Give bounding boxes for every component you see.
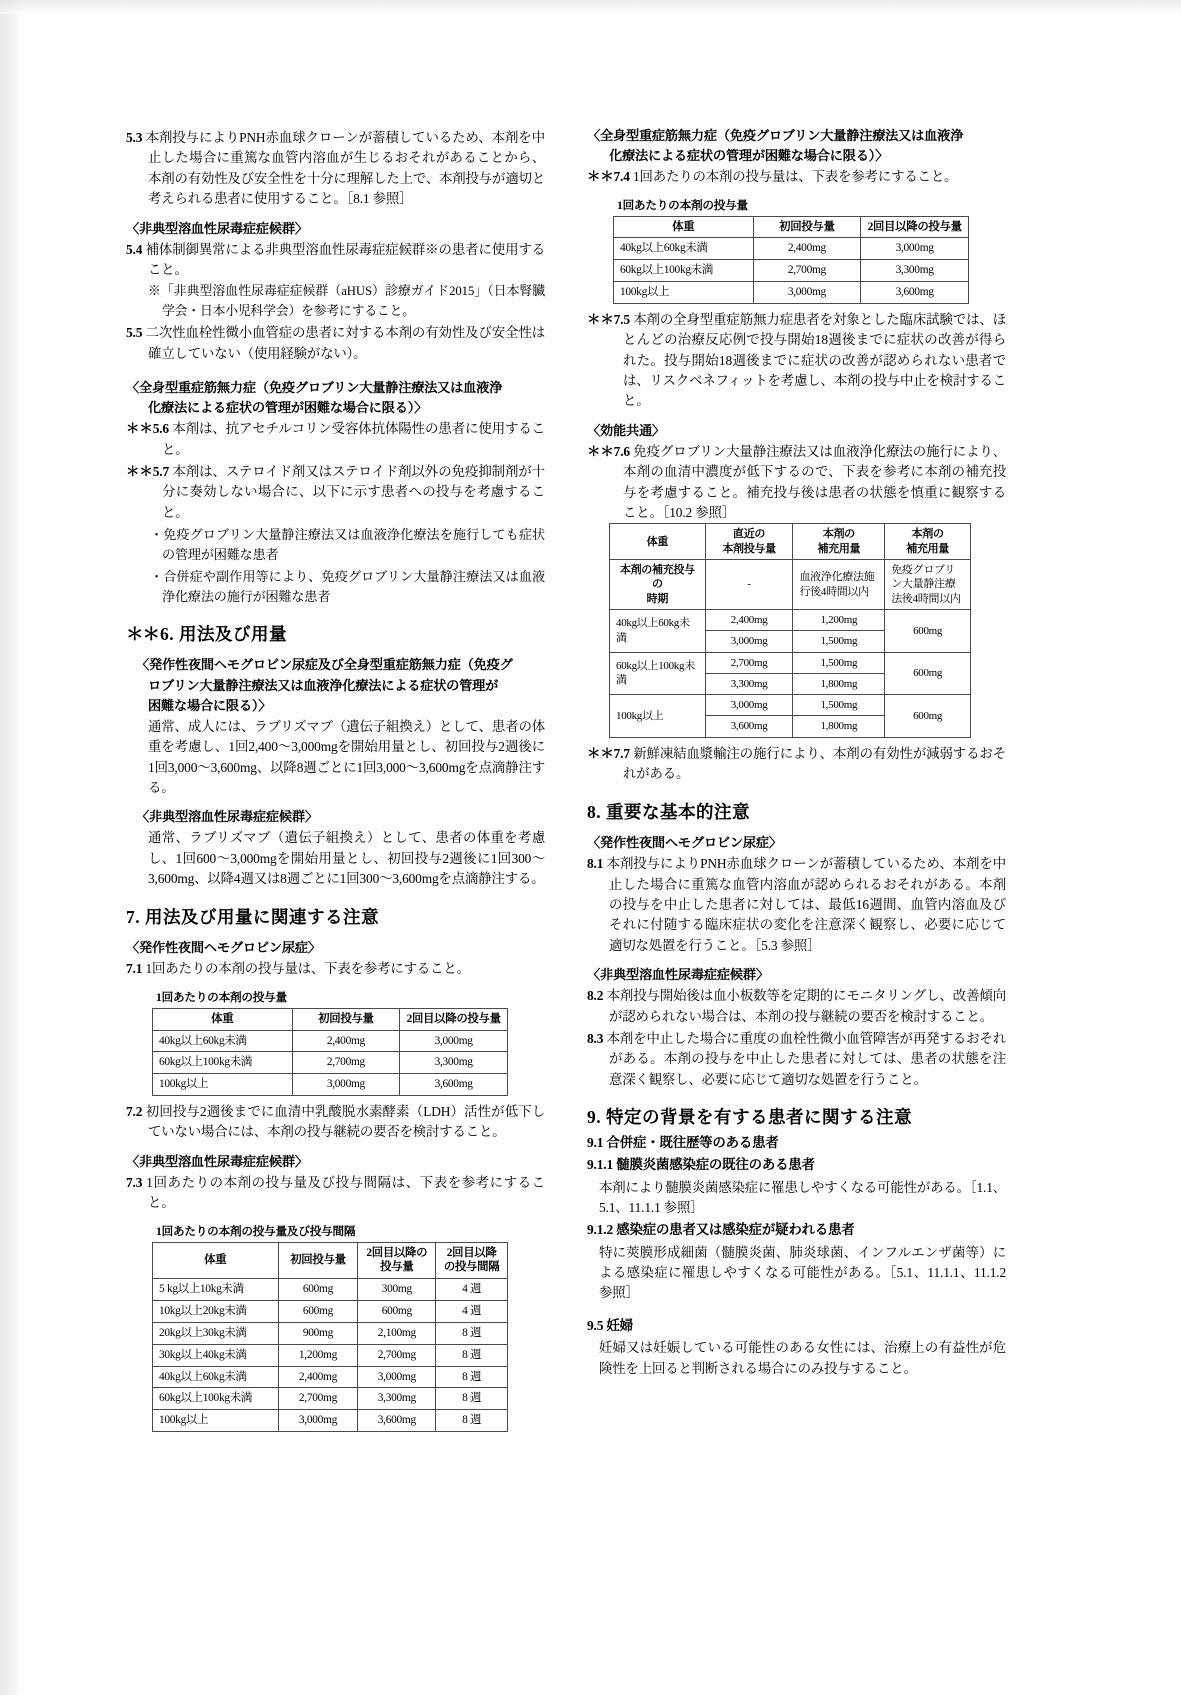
cell: 3,600mg — [358, 1410, 436, 1432]
hdr-line1: 直近の — [733, 528, 766, 541]
two-column-content — [126, 126, 1006, 1438]
table-7-6-subheader-dash: - — [705, 560, 793, 610]
section-8-1-number: 8.1 — [587, 856, 604, 872]
table-7-6-header-weight: 体重 — [610, 524, 706, 560]
section-7-3-number: 7.3 — [126, 1174, 143, 1190]
section-7-5-text: 本剤の全身型重症筋無力症患者を対象とした臨床試験では、ほとんどの治療反応例で投与開始18週後までに症状の改善が得られた。投与開始18週後までに症状の改善が認められない患者では、リスクベネフィットを考慮し、本剤の投与中止を検討すること。 — [623, 311, 1006, 409]
r-group-common: 〈効能共通〉 — [587, 422, 665, 438]
table-row — [153, 1388, 508, 1410]
table-7-1-caption: 1回あたりの本剤の投与量 — [156, 990, 287, 1004]
table-7-3-dose-ahus — [152, 1242, 508, 1432]
group-heading-ahus: 〈非典型溶血性尿毒症症候群〉 — [126, 220, 308, 236]
section-7-1 — [126, 959, 545, 979]
section-7-1-number: 7.1 — [126, 961, 143, 977]
cell: 2,400mg — [278, 1366, 358, 1388]
heading-9-special-populations — [587, 1106, 1006, 1130]
section-7-5-stars: ＊＊ — [587, 311, 614, 327]
section-7-7-text: 新鮮凍結血漿輸注の施行により、本剤の有効性が減弱するおそれがある。 — [623, 745, 1006, 782]
section-5-7-bullet-2: ・合併症や副作用等により、免疫グロブリン大量静注療法又は血液浄化療法の施行が困難な患者 — [150, 568, 545, 604]
section-5-7-bullet-1: ・免疫グロブリン大量静注療法又は血液浄化療法を施行しても症状の管理が困難な患者 — [150, 527, 545, 563]
cell: 3,300mg — [400, 1052, 508, 1074]
section-5-3-text: 本剤投与によりPNH赤血球クローンが蓄積しているため、本剤を中止した場合に重篤な血管内溶血が生じるおそれがあることから、本剤の有効性及び安全性を十分に理解した上で、本剤投与が適切と考えられる患者に使用すること。［8.1 参照］ — [145, 130, 545, 207]
cell: 3,600mg — [400, 1074, 508, 1096]
section-5-3 — [126, 128, 545, 210]
cell: 4 週 — [436, 1301, 508, 1323]
cell: 4 週 — [436, 1279, 508, 1301]
cell: 3,000mg — [400, 1030, 508, 1052]
section-8-3-text: 本剤を中止した場合に重度の血栓性微小血管障害が再発するおそれがある。本剤の投与を中止した患者に対しては、患者の状態を注意深く観察し、必要に応じて適切な処置を行うこと。 — [606, 1031, 1006, 1087]
section-7-2-number: 7.2 — [126, 1104, 143, 1119]
section-5-7-text: 本剤は、ステロイド剤又はステロイド剤以外の免疫抑制剤が十分に奏効しない場合に、以下に示す患者への投与を考慮すること。 — [162, 464, 546, 520]
heading-9-number: 9. — [587, 1107, 602, 1128]
heading-7-number: 7. — [126, 906, 141, 927]
table-7-3-caption: 1回あたりの本剤の投与量及び投与間隔 — [156, 1224, 356, 1238]
cell: 2,100mg — [358, 1322, 436, 1344]
section-9-5-number: 9.5 — [587, 1317, 604, 1333]
cell: 8 週 — [436, 1322, 508, 1344]
section-9-1-1-number: 9.1.1 — [587, 1157, 614, 1173]
section-9-1-title: 合併症・既往歴等のある患者 — [606, 1134, 779, 1150]
section-7-7-stars: ＊＊ — [587, 745, 614, 761]
section-9-5-text: 妊婦又は妊娠している可能性のある女性には、治療上の有益性が危険性を上回ると判断される場合にのみ投与すること。 — [599, 1340, 1006, 1376]
heading-8-important-precautions — [587, 801, 1006, 825]
group-heading-gmg-line2: 化療法による症状の管理が困難な場合に限る）〉 — [148, 400, 428, 416]
cell: 8 週 — [436, 1366, 508, 1388]
table-7-1-header-0: 体重 — [153, 1008, 293, 1030]
table-row — [610, 652, 971, 673]
left-column — [126, 126, 545, 1438]
cell-weight: 60kg以上100kg未満 — [610, 652, 706, 695]
table-7-3-header-0: 体重 — [153, 1242, 279, 1279]
cell: 40kg以上60kg未満 — [153, 1366, 279, 1388]
section-7-6-stars: ＊＊ — [587, 443, 614, 459]
cell-recent-dose: 3,300mg — [705, 673, 793, 694]
table-7-4-header-0: 体重 — [614, 216, 754, 238]
heading-6-stars: ＊＊ — [126, 623, 159, 644]
cell: 20kg以上30kg未満 — [153, 1322, 279, 1344]
section-8-1-text: 本剤投与によりPNH赤血球クローンが蓄積しているため、本剤を中止した場合に重篤な血管内溶血が認められるおそれがある。本剤の投与を中止した患者に対しては、最低16週間、血管内溶血及びそれに付随する臨床症状の変化を注意深く観察し、必要に応じて適切な処置を行うこと。［5.3 参照］ — [606, 856, 1006, 953]
cell-supp-dose: 1,500mg — [793, 631, 885, 652]
section-9-5-title: 妊婦 — [606, 1317, 633, 1333]
sub-line2: 時期 — [646, 592, 669, 605]
table-7-1-header-1: 初回投与量 — [292, 1008, 400, 1030]
section-9-1-2-text: 特に莢膜形成細菌（髄膜炎菌、肺炎球菌、インフルエンザ菌等）による感染症に罹患しやすくなる可能性がある。［5.1、11.1.1、11.1.2 参照］ — [599, 1244, 1006, 1301]
cell: 2,700mg — [358, 1344, 436, 1366]
section-7-6 — [587, 442, 1006, 524]
table-row — [610, 609, 971, 630]
cell-supp-dose: 1,500mg — [793, 695, 885, 716]
h6-body-ahus: 通常、ラブリズマブ（遺伝子組換え）として、患者の体重を考慮し、1回600〜3,000mgを開始用量とし、初回投与2週後に1回300〜3,600mg、以降4週又は8週ごとに1回300〜3,600mgを点滴静注する。 — [148, 830, 545, 887]
section-5-4 — [126, 240, 545, 281]
heading-6-dosage — [126, 623, 545, 647]
table-row — [153, 1322, 508, 1344]
table-7-3-header-1: 初回投与量 — [278, 1242, 358, 1279]
table-row — [153, 1301, 508, 1323]
cell: 3,600mg — [861, 282, 969, 304]
table-row — [153, 1074, 508, 1096]
section-8-3 — [587, 1029, 1006, 1090]
section-8-2 — [587, 986, 1006, 1027]
cell-ivig-dose: 600mg — [885, 609, 971, 652]
section-9-1-1-title: 髄膜炎菌感染症の既往のある患者 — [616, 1157, 815, 1173]
cell-recent-dose: 3,600mg — [705, 716, 793, 737]
table-row — [614, 238, 969, 260]
cell: 8 週 — [436, 1410, 508, 1432]
hdr-line1: 本剤の — [911, 528, 944, 541]
section-8-2-number: 8.2 — [587, 988, 604, 1004]
section-5-7 — [126, 462, 545, 523]
section-7-6-text: 免疫グロブリン大量静注療法又は血液浄化療法の施行により、本剤の血清中濃度が低下するので、下表を参考に本剤の補充投与を考慮すること。補充投与後は患者の状態を慎重に観察すること。［10.2 参照］ — [623, 443, 1006, 521]
table-7-3-header-2: 2回目以降の投与量 — [358, 1242, 436, 1279]
cell: 3,000mg — [861, 238, 969, 260]
section-9-5-title-line — [587, 1316, 1006, 1336]
r-group-heading-gmg-line1: 〈全身型重症筋無力症（免疫グロブリン大量静注療法又は血液浄 — [587, 128, 964, 143]
cell-recent-dose: 2,400mg — [705, 609, 793, 630]
cell: 8 週 — [436, 1388, 508, 1410]
cell-recent-dose: 2,700mg — [705, 652, 793, 673]
cell: 40kg以上60kg未満 — [153, 1030, 293, 1052]
table-7-1-header-2: 2回目以降の投与量 — [400, 1008, 508, 1030]
cell: 5 kg以上10kg未満 — [153, 1279, 279, 1301]
h8-group-pnh: 〈発作性夜間ヘモグロビン尿症〉 — [587, 835, 782, 851]
h6-group-line3: 困難な場合に限る）〉 — [148, 697, 272, 713]
cell: 60kg以上100kg未満 — [153, 1052, 293, 1074]
heading-7-title: 用法及び用量に関連する注意 — [145, 906, 379, 927]
section-5-6-number: 5.6 — [152, 421, 169, 437]
scan-edge-shadow-left — [0, 0, 22, 1695]
table-row-subheader — [610, 560, 971, 610]
section-5-4-number: 5.4 — [126, 241, 143, 257]
cell-ivig-dose: 600mg — [885, 695, 971, 738]
table-7-4-caption: 1回あたりの本剤の投与量 — [617, 198, 748, 212]
cell: 60kg以上100kg未満 — [614, 260, 754, 282]
cell-supp-dose: 1,200mg — [793, 609, 885, 630]
section-5-5-number: 5.5 — [126, 325, 143, 341]
section-5-7-number: 5.7 — [152, 464, 170, 480]
h6-group-ahus: 〈非典型溶血性尿毒症症候群〉 — [136, 809, 318, 825]
section-5-5-text: 二次性血栓性微小血管症の患者に対する本剤の有効性及び安全性は確立していない（使用経験がない）。 — [145, 325, 545, 361]
section-7-4-text: 1回あたりの本剤の投与量は、下表を参考にすること。 — [632, 169, 958, 185]
sub-line1: 本剤の補充投与の — [619, 564, 695, 591]
table-7-6-header-supp-dose-b — [885, 524, 971, 560]
r-group-heading-gmg-line2: 化療法による症状の管理が困難な場合に限る）〉 — [609, 148, 889, 164]
table-7-1-dose-pnh — [152, 1008, 508, 1096]
section-9-1-1-text: 本剤により髄膜炎菌感染症に罹患しやすくなる可能性がある。［1.1、5.1、11.1.1 参照］ — [599, 1179, 1006, 1215]
section-5-6-stars: ＊＊ — [126, 421, 153, 437]
cell: 10kg以上20kg未満 — [153, 1301, 279, 1323]
table-row-header — [610, 524, 971, 560]
hdr-line1: 本剤の — [822, 528, 855, 541]
section-5-4-text: 補体制御異常による非典型溶血性尿毒症症候群※の患者に使用すること。 — [145, 241, 545, 278]
section-7-2 — [126, 1102, 545, 1143]
cell: 3,000mg — [292, 1074, 400, 1096]
cell: 8 週 — [436, 1344, 508, 1366]
section-7-6-number: 7.6 — [613, 443, 630, 459]
hdr-line2: 補充用量 — [906, 542, 950, 555]
table-row — [614, 282, 969, 304]
cell: 3,000mg — [278, 1410, 358, 1432]
table-7-6-subheader-timing — [610, 560, 706, 610]
table-7-4-header-2: 2回目以降の投与量 — [861, 216, 969, 238]
cell: 2,700mg — [753, 260, 861, 282]
table-7-6-header-recent-dose — [705, 524, 793, 560]
cell-supp-dose: 1,800mg — [793, 673, 885, 694]
section-7-5-number: 7.5 — [613, 311, 630, 327]
table-row — [614, 260, 969, 282]
cell: 3,300mg — [861, 260, 969, 282]
section-9-1-1-title-line — [587, 1155, 1006, 1175]
cell: 2,400mg — [292, 1030, 400, 1052]
section-5-7-stars: ＊＊ — [126, 464, 153, 480]
section-8-2-text: 本剤投与開始後は血小板数等を定期的にモニタリングし、改善傾向が認められない場合は、本剤の投与継続の要否を検討すること。 — [606, 988, 1007, 1024]
cell: 1,200mg — [278, 1344, 358, 1366]
heading-8-title: 重要な基本的注意 — [606, 801, 750, 822]
group-heading-gmg-line1: 〈全身型重症筋無力症（免疫グロブリン大量静注療法又は血液浄 — [126, 380, 503, 396]
table-7-6-supplemental-dose — [609, 523, 971, 737]
section-8-3-number: 8.3 — [587, 1031, 604, 1047]
h6-group-line1: 〈発作性夜間ヘモグロビン尿症及び全身型重症筋無力症（免疫グ — [136, 657, 513, 673]
table-row-header — [153, 1242, 508, 1279]
section-9-1-2-title-line — [587, 1220, 1006, 1240]
h7-group-pnh: 〈発作性夜間ヘモグロビン尿症〉 — [126, 940, 321, 956]
section-7-3-text: 1回あたりの本剤の投与量及び投与間隔は、下表を参考にすること。 — [146, 1174, 545, 1211]
cell-ivig-dose: 600mg — [885, 652, 971, 695]
table-row — [153, 1366, 508, 1388]
cell: 3,000mg — [753, 282, 861, 304]
table-row-header — [614, 216, 969, 238]
cell: 600mg — [358, 1301, 436, 1323]
cell-recent-dose: 3,000mg — [705, 695, 793, 716]
cell: 2,700mg — [278, 1388, 358, 1410]
section-9-1 — [587, 1133, 1006, 1153]
hdr-line2: 補充用量 — [817, 542, 861, 555]
section-8-1 — [587, 854, 1006, 956]
section-5-6 — [126, 419, 545, 460]
cell: 2,400mg — [753, 238, 861, 260]
section-7-4-number: 7.4 — [613, 169, 630, 185]
table-row — [153, 1052, 508, 1074]
cell: 3,300mg — [358, 1388, 436, 1410]
table-7-6-subheader-plasmapheresis: 血液浄化療法施行後4時間以内 — [793, 560, 885, 610]
cell-weight: 40kg以上60kg未満 — [610, 609, 706, 652]
cell-supp-dose: 1,800mg — [793, 716, 885, 737]
cell-weight: 100kg以上 — [610, 695, 706, 738]
cell: 30kg以上40kg未満 — [153, 1344, 279, 1366]
cell-recent-dose: 3,000mg — [705, 631, 793, 652]
cell: 100kg以上 — [153, 1410, 279, 1432]
section-5-6-text: 本剤は、抗アセチルコリン受容体抗体陽性の患者に使用すること。 — [162, 421, 545, 457]
section-7-3 — [126, 1173, 545, 1214]
cell: 60kg以上100kg未満 — [153, 1388, 279, 1410]
cell: 600mg — [278, 1301, 358, 1323]
heading-6-number: 6. — [160, 623, 175, 644]
table-row — [153, 1030, 508, 1052]
cell: 100kg以上 — [614, 282, 754, 304]
section-9-1-2-number: 9.1.2 — [587, 1222, 614, 1238]
table-7-6-subheader-ivig: 免疫グロブリン大量静注療法後4時間以内 — [885, 560, 971, 610]
section-5-5 — [126, 323, 545, 364]
section-7-4 — [587, 167, 1006, 187]
cell-supp-dose: 1,500mg — [793, 652, 885, 673]
table-7-6-header-supp-dose-a — [793, 524, 885, 560]
section-7-4-stars: ＊＊ — [587, 169, 614, 185]
heading-7-dosage-precautions — [126, 906, 545, 930]
cell: 900mg — [278, 1322, 358, 1344]
h6-group-line2: ロブリン大量静注療法又は血液浄化療法による症状の管理が — [148, 677, 499, 693]
table-row — [153, 1344, 508, 1366]
table-row — [610, 695, 971, 716]
section-7-7 — [587, 744, 1006, 785]
cell: 300mg — [358, 1279, 436, 1301]
cell: 2,700mg — [292, 1052, 400, 1074]
section-7-2-text: 初回投与2週後までに血清中乳酸脱水素酵素（LDH）活性が低下していない場合には、本剤の投与継続の要否を検討すること。 — [145, 1104, 545, 1140]
cell: 100kg以上 — [153, 1074, 293, 1096]
table-row — [153, 1410, 508, 1432]
table-row-header — [153, 1008, 508, 1030]
table-7-4-dose-gmg — [613, 216, 969, 304]
section-7-7-number: 7.7 — [613, 745, 630, 761]
table-row — [153, 1279, 508, 1301]
section-7-5 — [587, 310, 1006, 412]
h8-group-ahus: 〈非典型溶血性尿毒症症候群〉 — [587, 967, 769, 983]
hdr-line2: 本剤投与量 — [722, 542, 776, 555]
scan-edge-shadow-top — [0, 0, 1181, 14]
section-5-3-number: 5.3 — [126, 130, 143, 145]
cell: 600mg — [278, 1279, 358, 1301]
cell: 3,000mg — [358, 1366, 436, 1388]
h6-body-pnh-gmg: 通常、成人には、ラブリズマブ（遺伝子組換え）として、患者の体重を考慮し、1回2,400〜3,000mgを開始用量とし、初回投与2週後に1回3,000〜3,600mg、以降8週ごとに1回3,000〜3,600mgを点滴静注する。 — [148, 718, 545, 795]
table-7-4-header-1: 初回投与量 — [753, 216, 861, 238]
heading-8-number: 8. — [587, 801, 602, 822]
section-9-1-2-title: 感染症の患者又は感染症が疑われる患者 — [616, 1222, 855, 1238]
section-7-1-text: 1回あたりの本剤の投与量は、下表を参考にすること。 — [145, 961, 470, 977]
table-7-3-header-3: 2回目以降の投与間隔 — [436, 1242, 508, 1279]
heading-9-title: 特定の背景を有する患者に関する注意 — [606, 1107, 912, 1128]
section-5-4-footnote: ※「非典型溶血性尿毒症症候群（aHUS）診療ガイド2015」（日本腎臓学会・日本小児科学会）を参考にすること。 — [148, 284, 545, 318]
cell: 40kg以上60kg未満 — [614, 238, 754, 260]
heading-6-title: 用法及び用量 — [179, 623, 287, 644]
right-column — [587, 126, 1006, 1438]
h7-group-ahus: 〈非典型溶血性尿毒症症候群〉 — [126, 1153, 308, 1169]
section-9-1-number: 9.1 — [587, 1134, 604, 1150]
